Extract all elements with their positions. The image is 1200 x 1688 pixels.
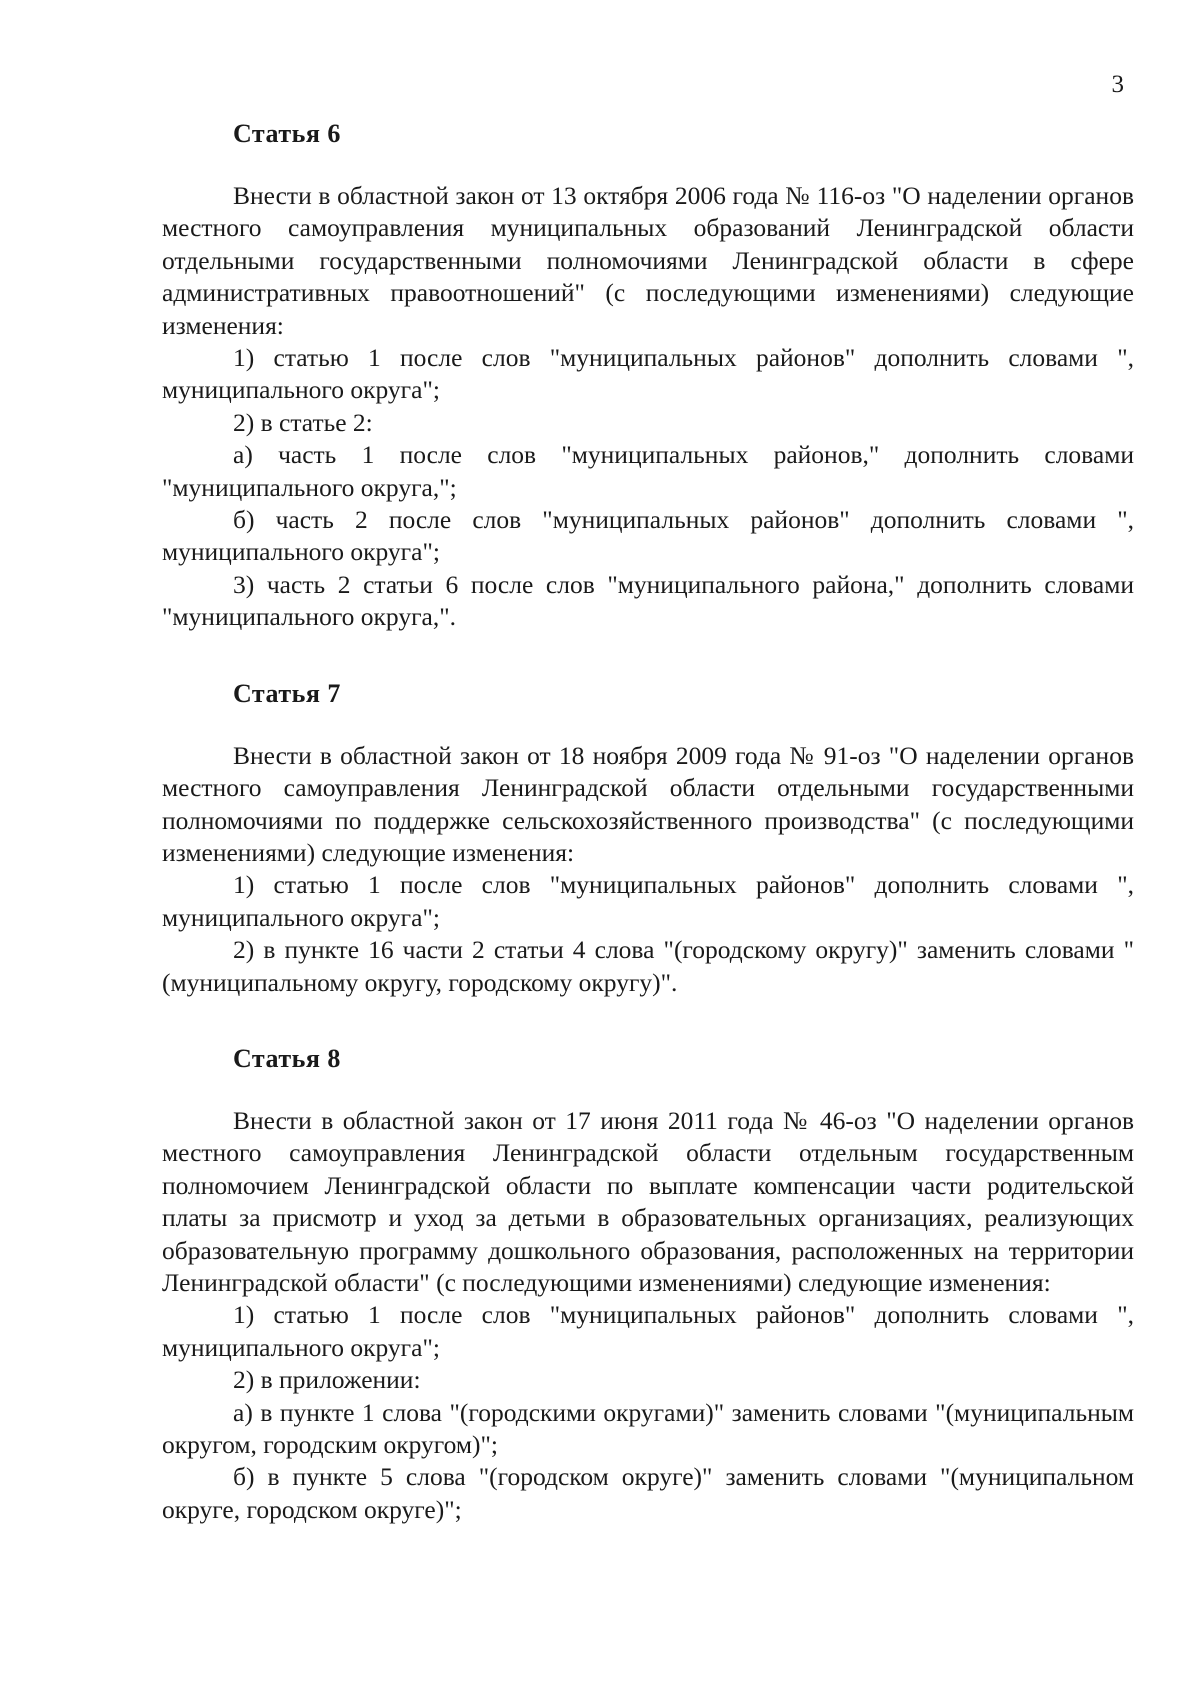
article-6 [162, 118, 1134, 634]
article-paragraph: 3) часть 2 статьи 6 после слов "муниципального района," дополнить словами "муниципального округа,". [162, 569, 1134, 632]
article-paragraph: а) часть 1 после слов "муниципальных районов," дополнить словами "муниципального округа,"; [162, 440, 1134, 502]
article-heading: Статья 6 [233, 119, 341, 148]
article-paragraph: Внести в областной закон от 13 октября 2006 года № 116-оз "О наделении органов местного самоуправления муниципальных образований Ленинградской области отдельными государственными полномочиями Ленинградской области в сфере административных правоотношений" (с последующими изменениями) следующие изменения: [162, 181, 1134, 340]
article-paragraph: б) часть 2 после слов "муниципальных районов" дополнить словами ", муниципального округа"; [162, 505, 1134, 567]
article-paragraph: 2) в приложении: [233, 1365, 421, 1395]
page-number: 3 [1111, 71, 1124, 98]
article-heading: Статья 8 [233, 1043, 341, 1073]
article-paragraph: 1) статью 1 после слов "муниципальных районов" дополнить словами ", муниципального округа"; [162, 343, 1134, 405]
article-heading: Статья 7 [233, 678, 341, 708]
article-paragraph: 2) в пункте 16 части 2 статьи 4 слова "(городскому округу)" заменить словами "(муниципальному округу, городскому округу)". [162, 935, 1134, 997]
article-paragraph: 1) статью 1 после слов "муниципальных районов" дополнить словами ", муниципального округа"; [162, 1300, 1134, 1362]
article-paragraph: б) в пункте 5 слова "(городском округе)" заменить словами "(муниципальном округе, городском округе)"; [162, 1462, 1134, 1524]
article-paragraph: а) в пункте 1 слова "(городскими округами)" заменить словами "(муниципальным округом, городским округом)"; [162, 1397, 1134, 1459]
article-paragraph: Внести в областной закон от 18 ноября 2009 года № 91-оз "О наделении органов местного самоуправления Ленинградской области отдельными государственными полномочиями по поддержке сельскохозяйственного производства" (с последующими изменениями) следующие изменения: [162, 740, 1134, 867]
document-body [162, 118, 1134, 1570]
article-8 [162, 1043, 1134, 1526]
article-paragraph: Внести в областной закон от 17 июня 2011 года № 46-оз "О наделении органов местного самоуправления Ленинградской области отдельным государственным полномочием Ленинградской области по выплате компенсации части родительской платы за присмотр и уход за детьми в образовательных организациях, реализующих образовательную программу дошкольного образования, расположенных на территории Ленинградской области" (с последующими изменениями) следующие изменения: [162, 1105, 1134, 1297]
article-7 [162, 678, 1134, 999]
article-paragraph: 2) в статье 2: [233, 407, 373, 437]
article-paragraph: 1) статью 1 после слов "муниципальных районов" дополнить словами ", муниципального округа"; [162, 870, 1134, 932]
